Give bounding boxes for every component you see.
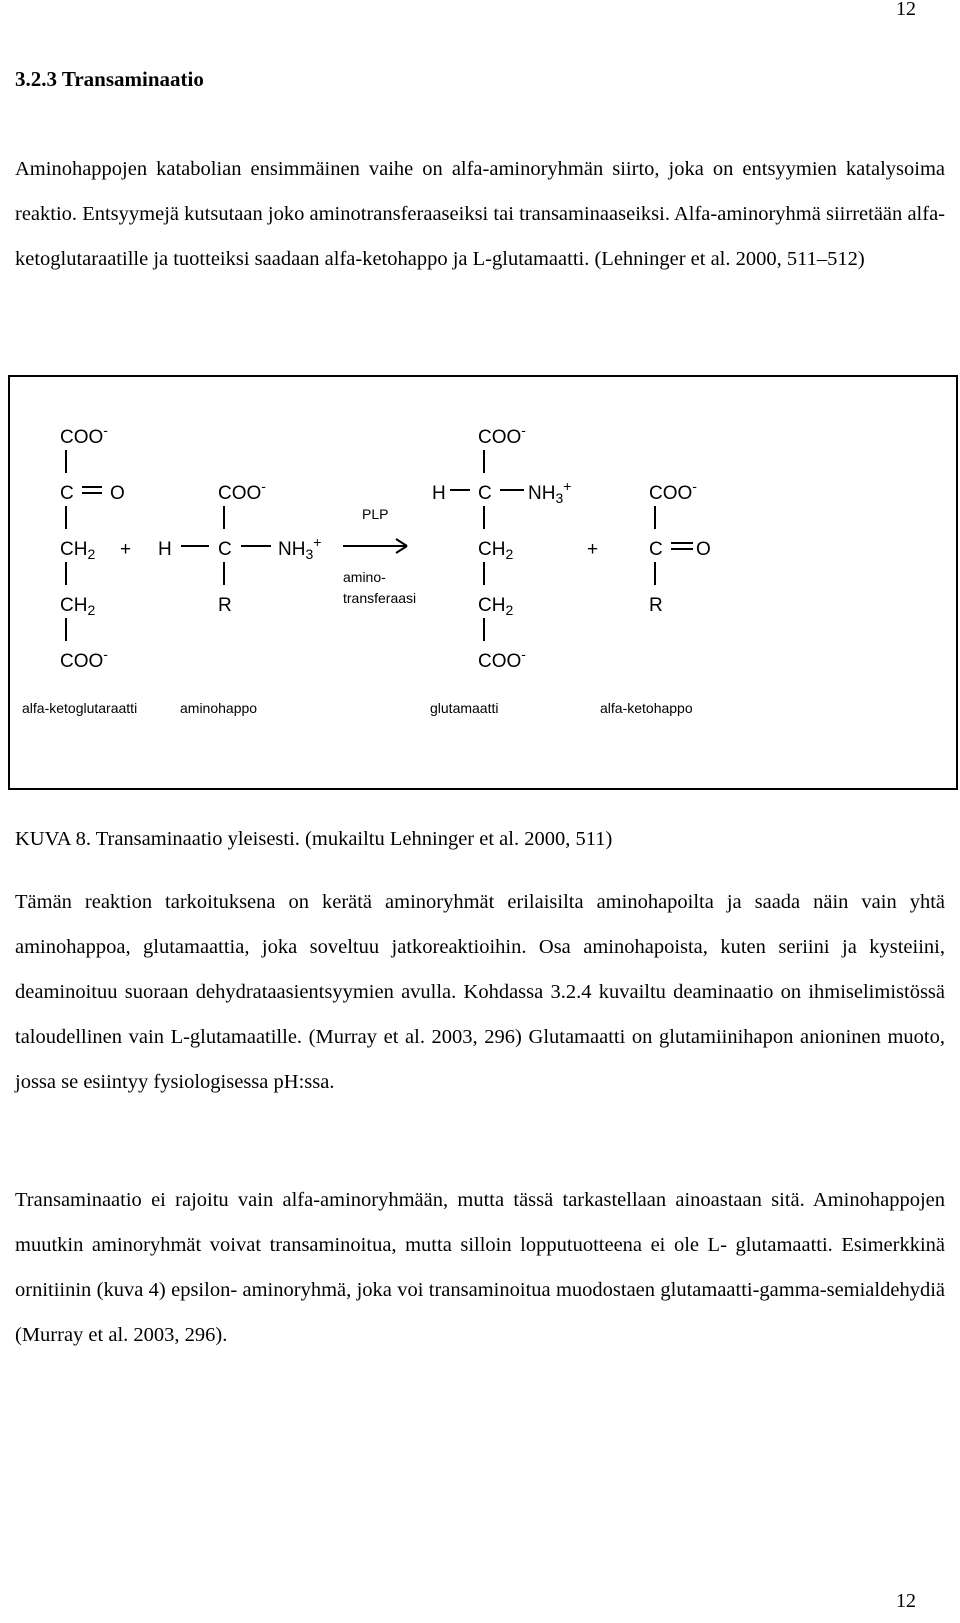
label-alfa-ketohappo: alfa-ketohappo — [600, 700, 693, 716]
atom-ch2: $CH_2$ — [60, 539, 96, 562]
page-number-bottom: 12 — [896, 1590, 916, 1612]
atom-h: H — [432, 483, 446, 504]
reaction-arrow-head — [396, 539, 407, 546]
atom-r: R — [649, 595, 663, 616]
atom-ch2: $CH_2$ — [478, 595, 514, 618]
atom-coo: COO- — [478, 422, 526, 448]
atom-o: O — [696, 539, 711, 560]
atom-coo: COO- — [60, 646, 108, 672]
label-alfa-ketoglutaraatti: alfa-ketoglutaraatti — [22, 700, 138, 716]
atom-nh3: $NH_3^+$ — [278, 534, 322, 562]
atom-coo: COO- — [60, 422, 108, 448]
atom-ch2: $CH_2$ — [60, 595, 96, 618]
paragraph-purpose: Tämän reaktion tarkoituksena on kerätä aminoryhmät erilaisilta aminohapoilta ja saada näin vain yhtä aminohappoa, glutamaattia, joka soveltuu jatkoreaktioihin. Osa aminohapoista, kuten seriini ja kysteiini, deaminoituu suoraan dehydrataasientsyymien avulla. Kohdassa 3.2.4 kuvailtu deaminaatio on ihmiselimistössä taloudellinen vain L-glutamaatille. (Murray et al. 2003, 296) Glutamaatti on glutamiinihapon anioninen muoto, jossa se esiintyy fysiologisessa pH:ssa. — [15, 891, 945, 1093]
molecule-alfa-ketoglutaraatti — [60, 422, 125, 672]
molecule-alfa-ketohappo — [649, 478, 711, 616]
atom-c: C — [478, 483, 492, 504]
molecule-glutamaatti — [432, 422, 571, 672]
paragraph-other-aminogroups: Transaminaatio ei rajoitu vain alfa-aminoryhmään, mutta tässä tarkastellaan ainoastaan sitä. Aminohappojen muutkin aminoryhmät voivat transaminoitua, mutta silloin lopputuotteena ei ole L- glutamaatti. Esimerkkinä ornitiinin (kuva 4) epsilon- aminoryhmä, joka voi transaminoitua muodostaen glutamaatti-gamma-semialdehydiä (Murray et al. 2003, 296). — [15, 1189, 945, 1346]
atom-h: H — [158, 539, 172, 560]
label-aminohappo: aminohappo — [180, 700, 258, 716]
atom-coo: COO- — [649, 478, 697, 504]
reaction-arrow-head — [396, 546, 407, 553]
enzyme-label-line1: amino- — [343, 569, 386, 585]
section-heading: 3.2.3 Transaminaatio — [15, 67, 204, 91]
atom-coo: COO- — [478, 646, 526, 672]
transamination-diagram — [10, 377, 956, 788]
reaction-figure — [8, 375, 958, 790]
page-number-top: 12 — [896, 0, 916, 20]
atom-c: C — [218, 539, 232, 560]
label-glutamaatti: glutamaatti — [430, 700, 499, 716]
plus-sign: + — [587, 539, 599, 560]
atom-r: R — [218, 595, 232, 616]
atom-o: O — [110, 483, 125, 504]
atom-coo: COO- — [218, 478, 266, 504]
cofactor-label: PLP — [362, 506, 389, 522]
enzyme-label-line2: transferaasi — [343, 590, 417, 606]
atom-c: C — [60, 483, 74, 504]
atom-c: C — [649, 539, 663, 560]
atom-ch2: $CH_2$ — [478, 539, 514, 562]
plus-sign: + — [120, 539, 132, 560]
figure-caption: KUVA 8. Transaminaatio yleisesti. (mukailtu Lehninger et al. 2000, 511) — [15, 828, 613, 850]
atom-nh3: $NH_3^+$ — [528, 478, 572, 506]
paragraph-intro: Aminohappojen katabolian ensimmäinen vaihe on alfa-aminoryhmän siirto, joka on entsyymien katalysoima reaktio. Entsyymejä kutsutaan joko aminotransferaaseiksi tai transaminaaseiksi. Alfa-aminoryhmä siirretään alfa-ketoglutaraatille ja tuotteiksi saadaan alfa-ketohappo ja L-glutamaatti. (Lehninger et al. 2000, 511–512) — [15, 158, 945, 270]
